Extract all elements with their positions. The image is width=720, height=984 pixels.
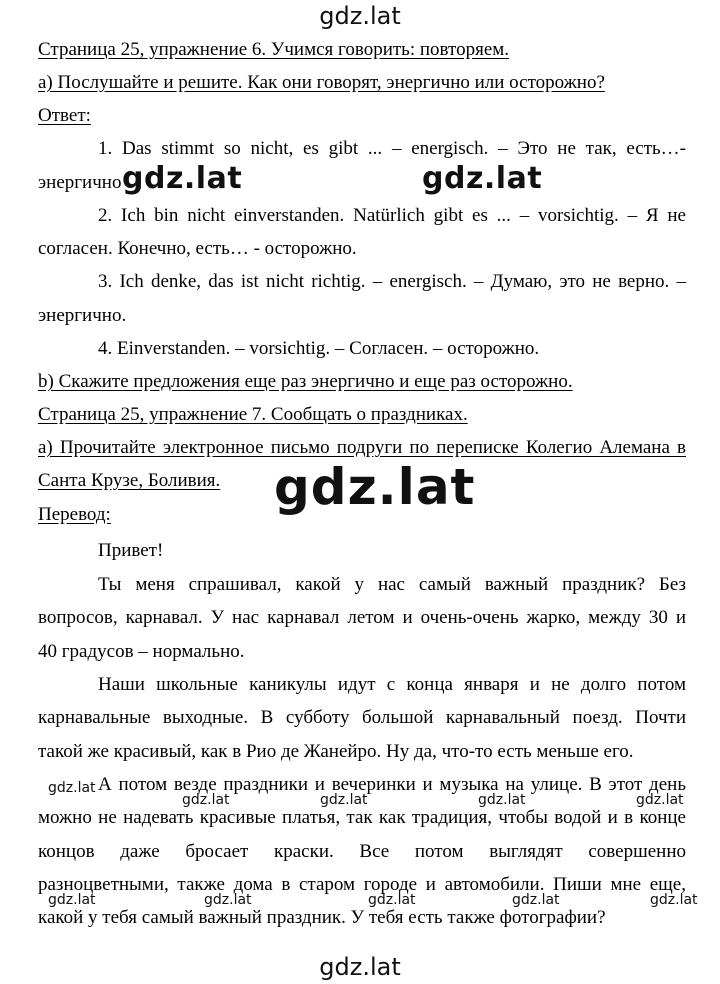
watermark-bottom: gdz.lat	[319, 953, 401, 981]
watermark-mid-right: gdz.lat	[422, 161, 546, 196]
watermark-top: gdz.lat	[319, 2, 401, 30]
answer-2-line-1: 2. Ich bin nicht einverstanden. Natürlich gibt es ... – vorsichtig. – Я не	[98, 205, 686, 226]
translation-label: Перевод:	[38, 504, 111, 525]
letter-p3-line-5: какой у тебя самый важный праздник. У тебя есть также фотографии?	[38, 907, 606, 928]
exercise-7-header: Страница 25, упражнение 7. Сообщать о праздниках.	[38, 404, 468, 425]
answer-4: 4. Einverstanden. – vorsichtig. – Согласен. – осторожно.	[98, 338, 540, 359]
answer-3-line-1: 3. Ich denke, das ist nicht richtig. – energisch. – Думаю, это не верно. –	[98, 271, 686, 292]
exercise-6b-task: b) Скажите предложения еще раз энергично и еще раз осторожно.	[38, 371, 573, 392]
answer-1-line-1: 1. Das stimmt so nicht, es gibt ... – energisch. – Это не так, есть…-	[98, 138, 686, 159]
letter-p2-line-2: карнавальные выходные. В субботу большой карнавальный поезд. Почти	[38, 707, 686, 728]
exercise-6a-task: а) Послушайте и решите. Как они говорят, энергично или осторожно?	[38, 72, 605, 93]
answer-label: Ответ:	[38, 105, 91, 126]
watermark-small: gdz.lat	[48, 780, 96, 796]
letter-p3-line-3: концов даже бросает краски. Все потом выглядят совершенно	[38, 841, 686, 862]
letter-p1-line-1: Ты меня спрашивал, какой у нас самый важный праздник? Без	[98, 574, 686, 595]
letter-greeting: Привет!	[98, 540, 164, 561]
answer-2-line-2: согласен. Конечно, есть… - осторожно.	[38, 238, 357, 259]
letter-p3-line-4: разноцветными, также дома в старом городе и автомобили. Пиши мне еще,	[38, 874, 686, 895]
letter-p1-line-3: 40 градусов – нормально.	[38, 641, 245, 662]
exercise-7a-task-line-2: Санта Крузе, Боливия.	[38, 470, 221, 491]
letter-p2-line-3: такой же красивый, как в Рио де Жанейро. Ну да, что-то есть меньше его.	[38, 741, 634, 762]
watermark-small: gdz.lat	[512, 892, 560, 908]
watermark-mid-left: gdz.lat	[122, 161, 246, 196]
watermark-small: gdz.lat	[650, 892, 698, 908]
watermark-small: gdz.lat	[320, 792, 368, 808]
watermark-small: gdz.lat	[478, 792, 526, 808]
watermark-small: gdz.lat	[204, 892, 252, 908]
letter-p1-line-2: вопросов, карнавал. У нас карнавал летом и очень-очень жарко, между 30 и	[38, 607, 686, 628]
watermark-small: gdz.lat	[182, 792, 230, 808]
watermark-small: gdz.lat	[48, 892, 96, 908]
watermark-small: gdz.lat	[636, 792, 684, 808]
watermark-small: gdz.lat	[368, 892, 416, 908]
answer-1-line-2: энергично	[38, 172, 122, 193]
watermark-center: gdz.lat	[274, 458, 476, 516]
letter-p3-line-2: можно не надевать красивые платья, так как традиция, чтобы водой и в конце	[38, 807, 686, 828]
exercise-6-header: Страница 25, упражнение 6. Учимся говорить: повторяем.	[38, 39, 510, 60]
answer-3-line-2: энергично.	[38, 305, 127, 326]
letter-p2-line-1: Наши школьные каникулы идут с конца января и не долго потом	[98, 674, 686, 695]
exercise-7a-task-line-1: а) Прочитайте электронное письмо подруги по переписке Колегио Алемана в	[38, 437, 686, 458]
letter-p3-line-1: А потом везде праздники и вечеринки и музыка на улице. В этот день	[98, 774, 686, 795]
